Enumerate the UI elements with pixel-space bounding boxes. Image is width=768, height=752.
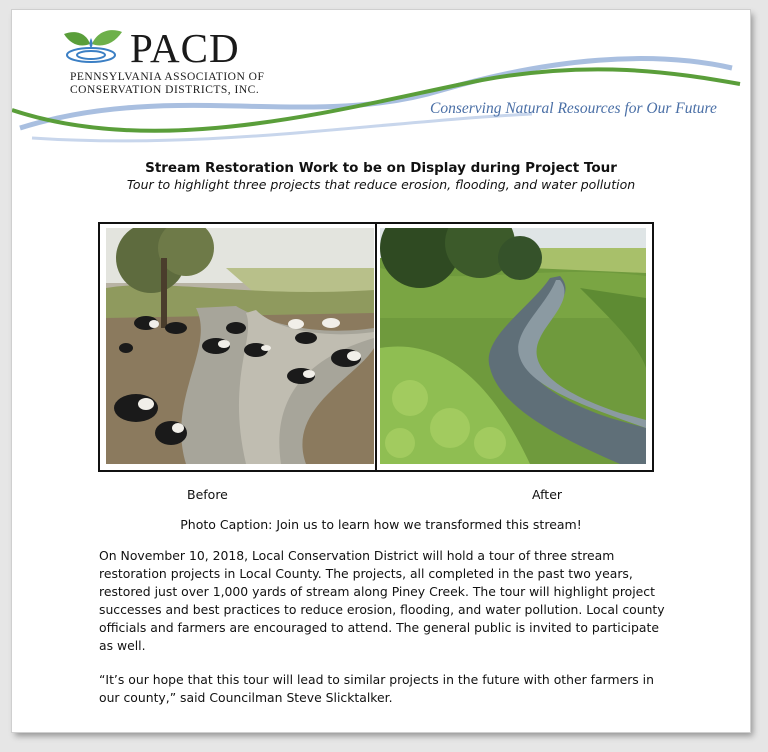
pacd-logo-icon	[56, 24, 128, 68]
organization-name-line-2: CONSERVATION DISTRICTS, INC.	[70, 84, 260, 96]
photo-comparison-frame	[98, 222, 654, 472]
photo-caption: Photo Caption: Join us to learn how we transformed this stream!	[180, 517, 582, 532]
body-paragraph: On November 10, 2018, Local Conservation District will hold a tour of three stream restoration projects in Local County. The projects, all completed in the past two years, restored just over 1,000 yards of stream along Piney Creek. The tour will highlight project successes and best practices to reduce erosion, flooding, and water pollution. Local county officials and farmers are encouraged to attend. The general public is invited to participate as well.	[99, 548, 665, 653]
organization-name	[70, 71, 264, 97]
before-label: Before	[187, 487, 228, 502]
before-photo-cows-in-stream	[106, 228, 374, 464]
after-label: After	[532, 487, 563, 502]
document-page	[12, 10, 750, 732]
after-photo-restored-stream	[380, 228, 646, 464]
organization-name-line-1: PENNSYLVANIA ASSOCIATION OF	[70, 71, 265, 83]
photo-divider	[375, 224, 377, 470]
headline: Stream Restoration Work to be on Display during Project Tour	[145, 160, 617, 176]
quote-paragraph: “It’s our hope that this tour will lead to similar projects in the future with other farmers in our county,” said Councilman Steve Slicktalker.	[99, 672, 654, 705]
subheadline: Tour to highlight three projects that reduce erosion, flooding, and water pollution	[126, 177, 636, 192]
logo-wordmark: PACD	[130, 25, 240, 71]
tagline: Conserving Natural Resources for Our Future	[430, 100, 717, 117]
